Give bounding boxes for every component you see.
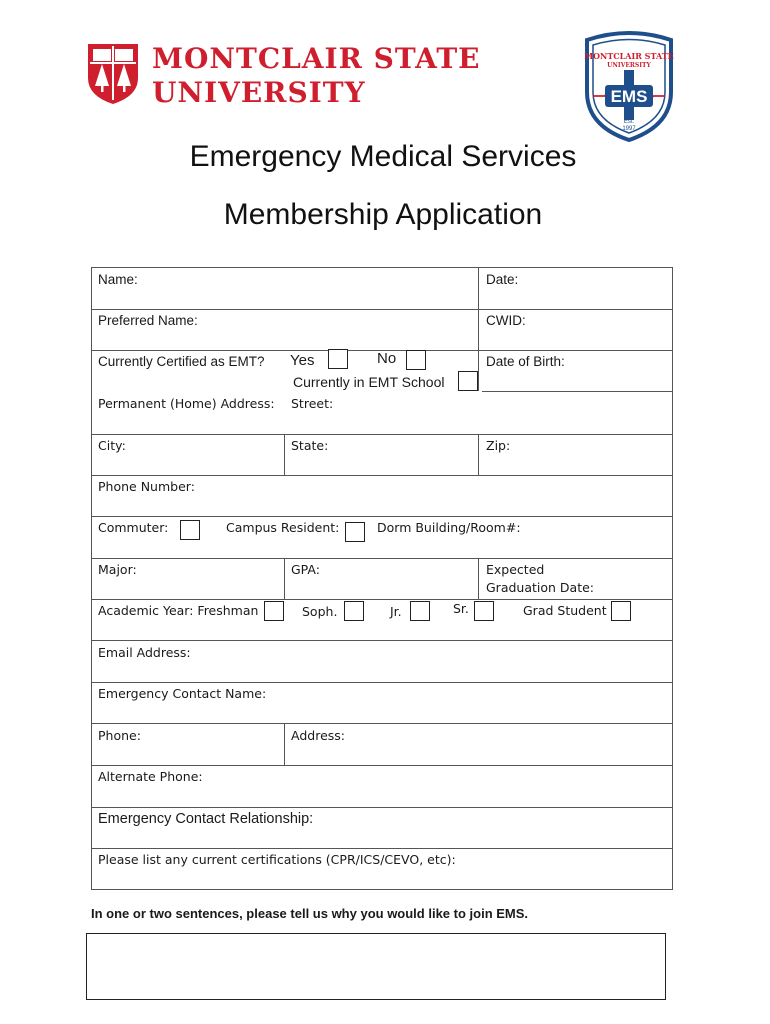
why-join-textarea[interactable] xyxy=(86,933,666,1000)
no-checkbox[interactable] xyxy=(406,350,426,370)
sr-label: Sr. xyxy=(453,601,469,616)
badge-sub-text: UNIVERSITY xyxy=(607,62,651,69)
commuter-label: Commuter: xyxy=(98,520,169,535)
jr-checkbox[interactable] xyxy=(410,601,430,621)
city-label: City: xyxy=(98,438,126,453)
certifications-label: Please list any current certifications (CPR/ICS/CEVO, etc): xyxy=(98,852,456,867)
ems-badge-logo xyxy=(583,30,675,142)
zip-label: Zip: xyxy=(486,438,511,453)
address-label: Address: xyxy=(291,728,345,743)
graduation-date-label: Graduation Date: xyxy=(486,580,595,595)
badge-ems-text: EMS xyxy=(610,87,648,106)
jr-label: Jr. xyxy=(390,604,402,619)
street-label: Street: xyxy=(291,396,334,411)
yes-checkbox[interactable] xyxy=(328,349,348,369)
academic-year-label: Academic Year: Freshman xyxy=(98,603,259,618)
dorm-label: Dorm Building/Room#: xyxy=(377,520,521,535)
state-label: State: xyxy=(291,438,329,453)
grad-student-checkbox[interactable] xyxy=(611,601,631,621)
commuter-checkbox[interactable] xyxy=(180,520,200,540)
email-label: Email Address: xyxy=(98,645,191,660)
page-title: Emergency Medical Services xyxy=(189,140,577,173)
montclair-state-logo xyxy=(86,42,481,109)
name-label: Name: xyxy=(98,272,138,287)
certified-label: Currently Certified as EMT? xyxy=(98,354,265,369)
campus-resident-label: Campus Resident: xyxy=(226,520,340,535)
in-school-checkbox[interactable] xyxy=(458,371,478,391)
university-name-line1: MONTCLAIR STATE xyxy=(152,42,481,75)
sr-checkbox[interactable] xyxy=(474,601,494,621)
major-label: Major: xyxy=(98,562,137,577)
soph-label: Soph. xyxy=(302,604,338,619)
preferred-name-label: Preferred Name: xyxy=(98,313,198,328)
page-subtitle: Membership Application xyxy=(223,198,543,231)
grad-student-label: Grad Student xyxy=(523,603,607,618)
yes-label: Yes xyxy=(290,352,315,369)
campus-resident-checkbox[interactable] xyxy=(345,522,365,542)
permanent-address-label: Permanent (Home) Address: xyxy=(98,396,275,411)
freshman-checkbox[interactable] xyxy=(264,601,284,621)
phone-label: Phone: xyxy=(98,728,141,743)
alternate-phone-label: Alternate Phone: xyxy=(98,769,203,784)
msu-shield-icon xyxy=(86,42,140,106)
badge-year-text: 1997 xyxy=(622,126,636,132)
date-label: Date: xyxy=(486,272,519,287)
badge-est-text: Est. xyxy=(623,119,635,125)
emergency-contact-relationship-label: Emergency Contact Relationship: xyxy=(98,811,314,827)
emergency-contact-name-label: Emergency Contact Name: xyxy=(98,686,267,701)
in-school-label: Currently in EMT School xyxy=(293,374,445,390)
application-form xyxy=(91,267,673,890)
cwid-label: CWID: xyxy=(486,313,526,328)
badge-top-text: MONTCLAIR STATE xyxy=(584,51,674,61)
gpa-label: GPA: xyxy=(291,562,320,577)
university-name-line2: UNIVERSITY xyxy=(152,76,366,109)
no-label: No xyxy=(377,350,397,367)
dob-label: Date of Birth: xyxy=(486,354,565,369)
why-join-prompt: In one or two sentences, please tell us why you would like to join EMS. xyxy=(91,906,529,921)
expected-label: Expected xyxy=(486,562,545,577)
phone-number-label: Phone Number: xyxy=(98,479,195,494)
soph-checkbox[interactable] xyxy=(344,601,364,621)
